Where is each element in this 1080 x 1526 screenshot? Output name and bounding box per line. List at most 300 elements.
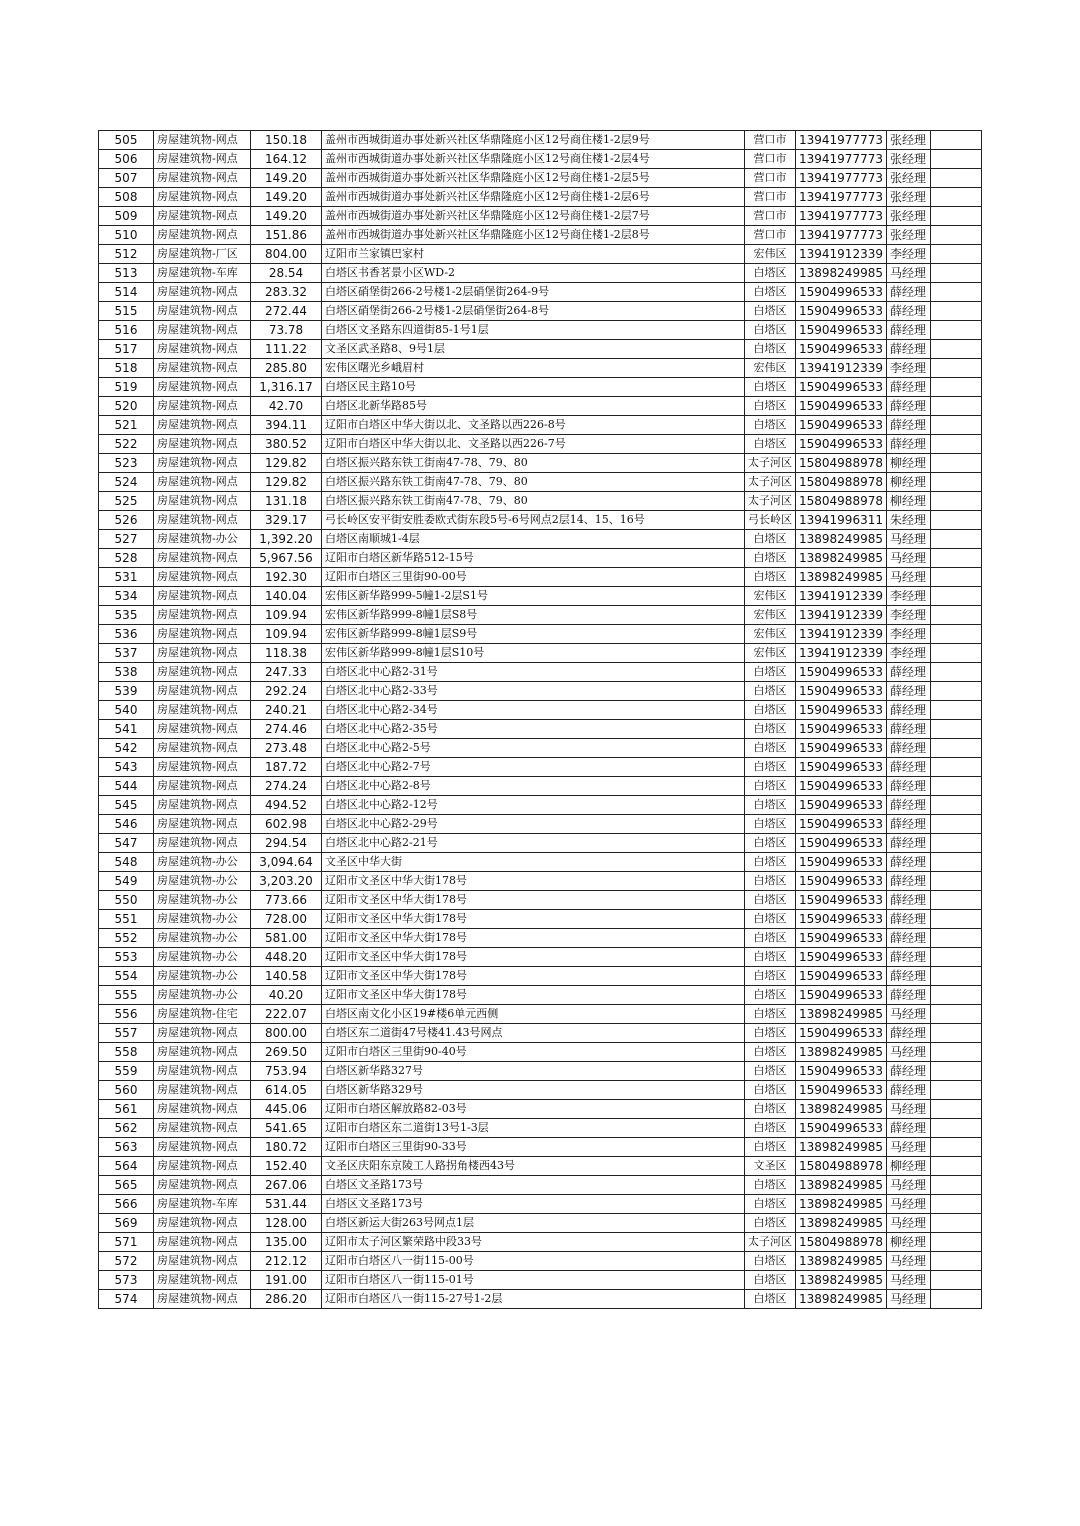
phone-number: 15904996533	[796, 948, 887, 967]
empty-cell	[930, 131, 981, 150]
area: 773.66	[251, 891, 322, 910]
district: 白塔区	[745, 910, 796, 929]
address: 白塔区振兴路东铁工街南47-78、79、80	[322, 492, 745, 511]
table-row	[99, 834, 982, 853]
address: 辽阳市太子河区繁荣路中段33号	[322, 1233, 745, 1252]
contact-person: 马经理	[886, 530, 930, 549]
empty-cell	[930, 1043, 981, 1062]
property-type: 房屋建筑物-网点	[154, 1081, 251, 1100]
row-number: 520	[99, 397, 154, 416]
empty-cell	[930, 929, 981, 948]
contact-person: 马经理	[886, 1214, 930, 1233]
phone-number: 13941912339	[796, 644, 887, 663]
address: 盖州市西城街道办事处新兴社区华鼎隆庭小区12号商住楼1-2层5号	[322, 169, 745, 188]
empty-cell	[930, 169, 981, 188]
phone-number: 15904996533	[796, 701, 887, 720]
property-type: 房屋建筑物-网点	[154, 663, 251, 682]
phone-number: 15904996533	[796, 1062, 887, 1081]
phone-number: 15804988978	[796, 454, 887, 473]
contact-person: 柳经理	[886, 1233, 930, 1252]
phone-number: 15904996533	[796, 663, 887, 682]
district: 白塔区	[745, 530, 796, 549]
table-row	[99, 188, 982, 207]
row-number: 522	[99, 435, 154, 454]
area: 541.65	[251, 1119, 322, 1138]
contact-person: 薛经理	[886, 815, 930, 834]
row-number: 542	[99, 739, 154, 758]
row-number: 528	[99, 549, 154, 568]
contact-person: 薛经理	[886, 948, 930, 967]
row-number: 518	[99, 359, 154, 378]
table-row	[99, 454, 982, 473]
empty-cell	[930, 758, 981, 777]
property-type: 房屋建筑物-网点	[154, 701, 251, 720]
table-row	[99, 720, 982, 739]
property-type: 房屋建筑物-网点	[154, 302, 251, 321]
address: 宏伟区新华路999-5幢1-2层S1号	[322, 587, 745, 606]
row-number: 555	[99, 986, 154, 1005]
empty-cell	[930, 359, 981, 378]
phone-number: 15804988978	[796, 1233, 887, 1252]
contact-person: 马经理	[886, 568, 930, 587]
district: 太子河区	[745, 1233, 796, 1252]
phone-number: 15904996533	[796, 853, 887, 872]
contact-person: 薛经理	[886, 739, 930, 758]
table-row	[99, 758, 982, 777]
contact-person: 马经理	[886, 1271, 930, 1290]
property-type: 房屋建筑物-网点	[154, 739, 251, 758]
empty-cell	[930, 1005, 981, 1024]
phone-number: 15904996533	[796, 986, 887, 1005]
table-row	[99, 302, 982, 321]
property-type: 房屋建筑物-车库	[154, 264, 251, 283]
district: 白塔区	[745, 891, 796, 910]
property-type: 房屋建筑物-网点	[154, 720, 251, 739]
property-type: 房屋建筑物-网点	[154, 150, 251, 169]
contact-person: 薛经理	[886, 891, 930, 910]
contact-person: 薛经理	[886, 853, 930, 872]
district: 白塔区	[745, 682, 796, 701]
address: 白塔区新华路327号	[322, 1062, 745, 1081]
area: 3,094.64	[251, 853, 322, 872]
table-row	[99, 853, 982, 872]
contact-person: 薛经理	[886, 701, 930, 720]
empty-cell	[930, 1214, 981, 1233]
row-number: 515	[99, 302, 154, 321]
phone-number: 15904996533	[796, 720, 887, 739]
property-type: 房屋建筑物-网点	[154, 1138, 251, 1157]
address: 辽阳市白塔区八一街115-01号	[322, 1271, 745, 1290]
property-type: 房屋建筑物-住宅	[154, 1005, 251, 1024]
empty-cell	[930, 378, 981, 397]
district: 白塔区	[745, 416, 796, 435]
property-type: 房屋建筑物-网点	[154, 397, 251, 416]
district: 宏伟区	[745, 359, 796, 378]
address: 盖州市西城街道办事处新兴社区华鼎隆庭小区12号商住楼1-2层7号	[322, 207, 745, 226]
contact-person: 张经理	[886, 188, 930, 207]
contact-person: 李经理	[886, 625, 930, 644]
address: 白塔区文圣路173号	[322, 1195, 745, 1214]
empty-cell	[930, 815, 981, 834]
area: 286.20	[251, 1290, 322, 1309]
district: 白塔区	[745, 986, 796, 1005]
address: 白塔区振兴路东铁工街南47-78、79、80	[322, 454, 745, 473]
area: 149.20	[251, 207, 322, 226]
area: 445.06	[251, 1100, 322, 1119]
property-type: 房屋建筑物-网点	[154, 1214, 251, 1233]
row-number: 519	[99, 378, 154, 397]
phone-number: 13898249985	[796, 264, 887, 283]
row-number: 563	[99, 1138, 154, 1157]
address: 白塔区北中心路2-8号	[322, 777, 745, 796]
property-type: 房屋建筑物-网点	[154, 815, 251, 834]
row-number: 506	[99, 150, 154, 169]
property-type: 房屋建筑物-网点	[154, 1043, 251, 1062]
district: 白塔区	[745, 1081, 796, 1100]
property-type: 房屋建筑物-网点	[154, 796, 251, 815]
table-row	[99, 549, 982, 568]
district: 白塔区	[745, 264, 796, 283]
property-type: 房屋建筑物-网点	[154, 188, 251, 207]
area: 180.72	[251, 1138, 322, 1157]
address: 白塔区硝堡街266-2号楼1-2层硝堡街264-8号	[322, 302, 745, 321]
phone-number: 15904996533	[796, 777, 887, 796]
table-row	[99, 967, 982, 986]
table-row	[99, 1024, 982, 1043]
address: 白塔区北中心路2-29号	[322, 815, 745, 834]
area: 5,967.56	[251, 549, 322, 568]
table-row	[99, 511, 982, 530]
property-type: 房屋建筑物-网点	[154, 758, 251, 777]
district: 太子河区	[745, 492, 796, 511]
area: 42.70	[251, 397, 322, 416]
row-number: 509	[99, 207, 154, 226]
property-type: 房屋建筑物-网点	[154, 1157, 251, 1176]
contact-person: 李经理	[886, 644, 930, 663]
district: 白塔区	[745, 1271, 796, 1290]
phone-number: 15904996533	[796, 967, 887, 986]
district: 营口市	[745, 207, 796, 226]
property-type: 房屋建筑物-网点	[154, 549, 251, 568]
property-type: 房屋建筑物-网点	[154, 587, 251, 606]
phone-number: 13898249985	[796, 1290, 887, 1309]
address: 白塔区东二道街47号楼41.43号网点	[322, 1024, 745, 1043]
address: 辽阳市白塔区三里街90-00号	[322, 568, 745, 587]
row-number: 535	[99, 606, 154, 625]
property-type: 房屋建筑物-网点	[154, 492, 251, 511]
address: 白塔区文圣路东四道街85-1号1层	[322, 321, 745, 340]
contact-person: 柳经理	[886, 454, 930, 473]
phone-number: 13941912339	[796, 587, 887, 606]
contact-person: 薛经理	[886, 910, 930, 929]
row-number: 523	[99, 454, 154, 473]
property-type: 房屋建筑物-厂区	[154, 245, 251, 264]
district: 白塔区	[745, 815, 796, 834]
empty-cell	[930, 1271, 981, 1290]
row-number: 547	[99, 834, 154, 853]
area: 140.58	[251, 967, 322, 986]
row-number: 556	[99, 1005, 154, 1024]
table-row	[99, 644, 982, 663]
property-type: 房屋建筑物-网点	[154, 1252, 251, 1271]
property-type: 房屋建筑物-办公	[154, 853, 251, 872]
property-type: 房屋建筑物-网点	[154, 1100, 251, 1119]
contact-person: 马经理	[886, 1138, 930, 1157]
table-row	[99, 568, 982, 587]
row-number: 544	[99, 777, 154, 796]
district: 文圣区	[745, 1157, 796, 1176]
area: 152.40	[251, 1157, 322, 1176]
phone-number: 15904996533	[796, 796, 887, 815]
contact-person: 马经理	[886, 1176, 930, 1195]
address: 白塔区北中心路2-35号	[322, 720, 745, 739]
table-row	[99, 359, 982, 378]
property-type: 房屋建筑物-网点	[154, 321, 251, 340]
empty-cell	[930, 796, 981, 815]
area: 131.18	[251, 492, 322, 511]
empty-cell	[930, 1176, 981, 1195]
property-type: 房屋建筑物-网点	[154, 1062, 251, 1081]
address: 白塔区新运大街263号网点1层	[322, 1214, 745, 1233]
table-row	[99, 492, 982, 511]
table-row	[99, 587, 982, 606]
table-row	[99, 1005, 982, 1024]
area: 73.78	[251, 321, 322, 340]
phone-number: 13898249985	[796, 1043, 887, 1062]
area: 285.80	[251, 359, 322, 378]
address: 辽阳市文圣区中华大街178号	[322, 910, 745, 929]
table-row	[99, 1214, 982, 1233]
row-number: 549	[99, 872, 154, 891]
table-row	[99, 207, 982, 226]
address: 辽阳市文圣区中华大街178号	[322, 967, 745, 986]
table-row	[99, 929, 982, 948]
area: 151.86	[251, 226, 322, 245]
district: 白塔区	[745, 340, 796, 359]
row-number: 524	[99, 473, 154, 492]
area: 111.22	[251, 340, 322, 359]
phone-number: 15904996533	[796, 1024, 887, 1043]
area: 187.72	[251, 758, 322, 777]
district: 白塔区	[745, 1100, 796, 1119]
contact-person: 薛经理	[886, 720, 930, 739]
contact-person: 薛经理	[886, 378, 930, 397]
address: 盖州市西城街道办事处新兴社区华鼎隆庭小区12号商住楼1-2层9号	[322, 131, 745, 150]
property-type: 房屋建筑物-网点	[154, 1233, 251, 1252]
district: 白塔区	[745, 796, 796, 815]
phone-number: 13941977773	[796, 207, 887, 226]
area: 128.00	[251, 1214, 322, 1233]
contact-person: 马经理	[886, 1252, 930, 1271]
district: 白塔区	[745, 302, 796, 321]
table-row	[99, 1195, 982, 1214]
row-number: 514	[99, 283, 154, 302]
property-type: 房屋建筑物-网点	[154, 568, 251, 587]
contact-person: 薛经理	[886, 416, 930, 435]
phone-number: 13941977773	[796, 188, 887, 207]
phone-number: 13898249985	[796, 1271, 887, 1290]
contact-person: 马经理	[886, 1005, 930, 1024]
phone-number: 15904996533	[796, 815, 887, 834]
contact-person: 柳经理	[886, 473, 930, 492]
area: 140.04	[251, 587, 322, 606]
empty-cell	[930, 910, 981, 929]
address: 辽阳市文圣区中华大街178号	[322, 872, 745, 891]
table-row	[99, 1062, 982, 1081]
phone-number: 13898249985	[796, 1214, 887, 1233]
address: 白塔区北中心路2-33号	[322, 682, 745, 701]
empty-cell	[930, 986, 981, 1005]
district: 白塔区	[745, 739, 796, 758]
empty-cell	[930, 302, 981, 321]
row-number: 546	[99, 815, 154, 834]
address: 盖州市西城街道办事处新兴社区华鼎隆庭小区12号商住楼1-2层4号	[322, 150, 745, 169]
row-number: 550	[99, 891, 154, 910]
row-number: 566	[99, 1195, 154, 1214]
empty-cell	[930, 435, 981, 454]
contact-person: 薛经理	[886, 663, 930, 682]
row-number: 536	[99, 625, 154, 644]
address: 白塔区北中心路2-7号	[322, 758, 745, 777]
empty-cell	[930, 682, 981, 701]
contact-person: 马经理	[886, 1043, 930, 1062]
district: 营口市	[745, 169, 796, 188]
row-number: 543	[99, 758, 154, 777]
district: 白塔区	[745, 549, 796, 568]
table-row	[99, 283, 982, 302]
phone-number: 15904996533	[796, 321, 887, 340]
area: 329.17	[251, 511, 322, 530]
district: 宏伟区	[745, 245, 796, 264]
area: 274.24	[251, 777, 322, 796]
address: 弓长岭区安平街安胜委欧式街东段5号-6号网点2层14、15、16号	[322, 511, 745, 530]
address: 宏伟区新华路999-8幢1层S9号	[322, 625, 745, 644]
phone-number: 13898249985	[796, 1138, 887, 1157]
empty-cell	[930, 872, 981, 891]
row-number: 552	[99, 929, 154, 948]
area: 149.20	[251, 188, 322, 207]
row-number: 531	[99, 568, 154, 587]
phone-number: 15904996533	[796, 435, 887, 454]
property-table	[98, 130, 982, 1309]
property-type: 房屋建筑物-网点	[154, 169, 251, 188]
empty-cell	[930, 1100, 981, 1119]
row-number: 539	[99, 682, 154, 701]
row-number: 572	[99, 1252, 154, 1271]
empty-cell	[930, 1252, 981, 1271]
address: 白塔区南顺城1-4层	[322, 530, 745, 549]
phone-number: 15904996533	[796, 302, 887, 321]
row-number: 534	[99, 587, 154, 606]
contact-person: 张经理	[886, 226, 930, 245]
property-type: 房屋建筑物-办公	[154, 891, 251, 910]
phone-number: 15904996533	[796, 872, 887, 891]
table-row	[99, 378, 982, 397]
contact-person: 李经理	[886, 606, 930, 625]
table-row	[99, 891, 982, 910]
empty-cell	[930, 283, 981, 302]
contact-person: 薛经理	[886, 1024, 930, 1043]
area: 28.54	[251, 264, 322, 283]
property-type: 房屋建筑物-网点	[154, 226, 251, 245]
district: 宏伟区	[745, 625, 796, 644]
property-type: 房屋建筑物-网点	[154, 682, 251, 701]
table-row	[99, 530, 982, 549]
property-type: 房屋建筑物-网点	[154, 1271, 251, 1290]
district: 宏伟区	[745, 644, 796, 663]
empty-cell	[930, 568, 981, 587]
empty-cell	[930, 492, 981, 511]
phone-number: 15904996533	[796, 682, 887, 701]
contact-person: 张经理	[886, 150, 930, 169]
empty-cell	[930, 454, 981, 473]
empty-cell	[930, 948, 981, 967]
address: 白塔区振兴路东铁工街南47-78、79、80	[322, 473, 745, 492]
area: 294.54	[251, 834, 322, 853]
phone-number: 13898249985	[796, 1005, 887, 1024]
row-number: 551	[99, 910, 154, 929]
district: 白塔区	[745, 834, 796, 853]
property-type: 房屋建筑物-网点	[154, 606, 251, 625]
district: 白塔区	[745, 1119, 796, 1138]
table-row	[99, 397, 982, 416]
address: 白塔区南文化小区19#楼6单元西侧	[322, 1005, 745, 1024]
district: 白塔区	[745, 701, 796, 720]
table-row	[99, 1176, 982, 1195]
area: 149.20	[251, 169, 322, 188]
address: 宏伟区曙光乡峨眉村	[322, 359, 745, 378]
address: 辽阳市白塔区中华大街以北、文圣路以西226-8号	[322, 416, 745, 435]
table-row	[99, 777, 982, 796]
empty-cell	[930, 644, 981, 663]
row-number: 553	[99, 948, 154, 967]
address: 白塔区北中心路2-5号	[322, 739, 745, 758]
empty-cell	[930, 1119, 981, 1138]
empty-cell	[930, 1081, 981, 1100]
contact-person: 薛经理	[886, 435, 930, 454]
area: 1,316.17	[251, 378, 322, 397]
phone-number: 15904996533	[796, 891, 887, 910]
empty-cell	[930, 188, 981, 207]
table-row	[99, 340, 982, 359]
contact-person: 薛经理	[886, 682, 930, 701]
contact-person: 薛经理	[886, 872, 930, 891]
row-number: 574	[99, 1290, 154, 1309]
property-type: 房屋建筑物-网点	[154, 1024, 251, 1043]
phone-number: 13898249985	[796, 1100, 887, 1119]
property-type: 房屋建筑物-办公	[154, 530, 251, 549]
table-row	[99, 948, 982, 967]
area: 129.82	[251, 473, 322, 492]
area: 1,392.20	[251, 530, 322, 549]
area: 272.44	[251, 302, 322, 321]
area: 273.48	[251, 739, 322, 758]
property-type: 房屋建筑物-办公	[154, 967, 251, 986]
area: 274.46	[251, 720, 322, 739]
property-type: 房屋建筑物-网点	[154, 777, 251, 796]
property-type: 房屋建筑物-网点	[154, 644, 251, 663]
row-number: 513	[99, 264, 154, 283]
district: 白塔区	[745, 1195, 796, 1214]
contact-person: 柳经理	[886, 492, 930, 511]
contact-person: 薛经理	[886, 283, 930, 302]
table-row	[99, 1119, 982, 1138]
phone-number: 15904996533	[796, 758, 887, 777]
table-row	[99, 625, 982, 644]
phone-number: 13898249985	[796, 1252, 887, 1271]
area: 109.94	[251, 606, 322, 625]
row-number: 569	[99, 1214, 154, 1233]
